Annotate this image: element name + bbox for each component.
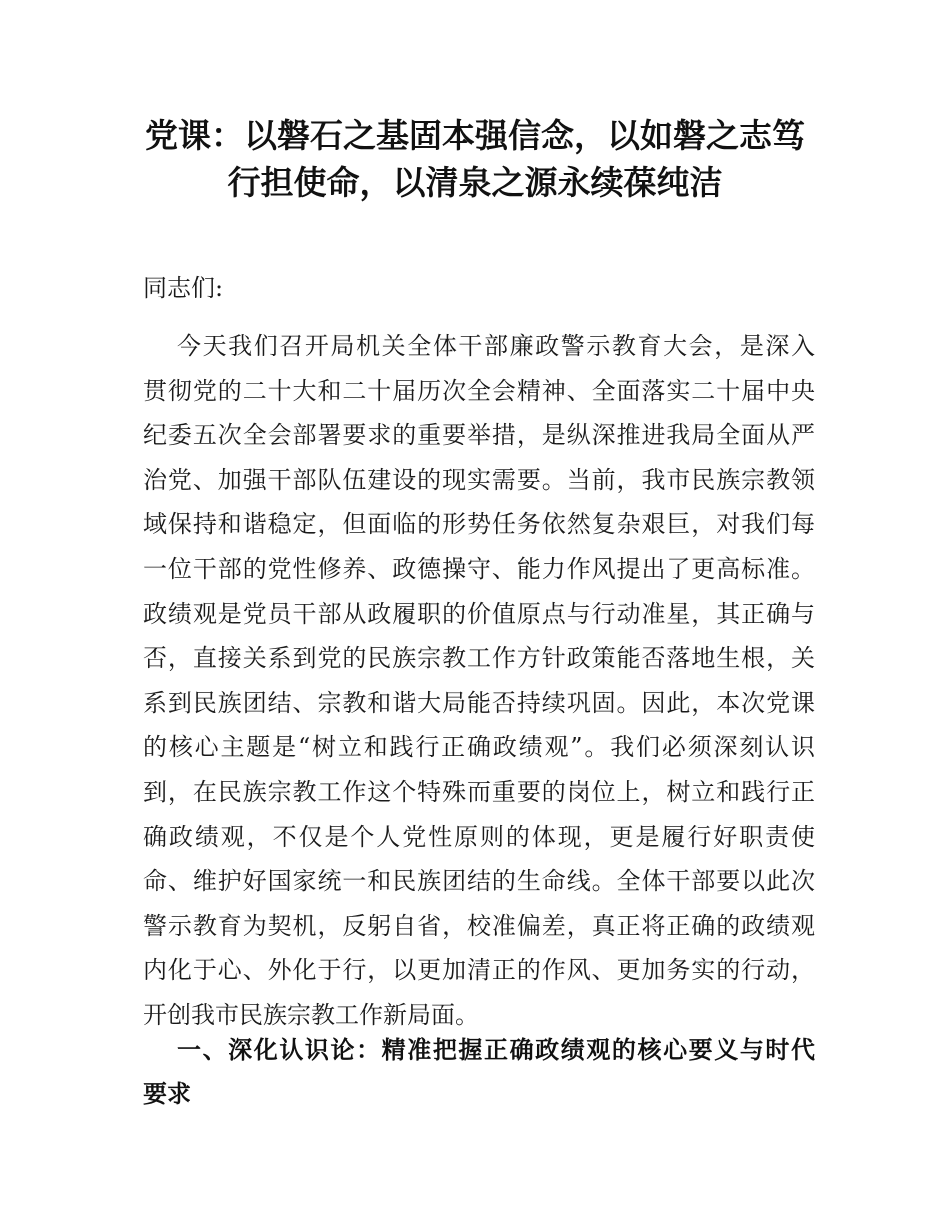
title-line: 党课：以磐石之基固本强信念，以如磐之志笃 [145,116,805,155]
paragraph-line: 到，在民族宗教工作这个特殊而重要的岗位上，树立和践行正 [143,777,815,806]
paragraph-line: 警示教育为契机，反躬自省，校准偏差，真正将正确的政绩观 [143,911,815,940]
document-title [120,112,830,206]
paragraph-line: 否，直接关系到党的民族宗教工作方针政策能否落地生根，关 [143,644,815,673]
paragraph-line: 治党、加强干部队伍建设的现实需要。当前，我市民族宗教领 [143,465,815,494]
heading-line: 一、深化认识论：精准把握正确政绩观的核心要义与时代 [177,1036,815,1064]
paragraph-line: 今天我们召开局机关全体干部廉政警示教育大会，是深入 [177,332,815,360]
paragraph-line: 系到民族团结、宗教和谐大局能否持续巩固。因此，本次党课 [143,688,815,717]
paragraph-line: 贯彻党的二十大和二十届历次全会精神、全面落实二十届中央 [143,376,815,405]
heading-line: 要求 [143,1080,191,1108]
paragraph-line: 内化于心、外化于行，以更加清正的作风、更加务实的行动， [143,956,815,985]
paragraph-line: 的核心主题是“树立和践行正确政绩观”。我们必须深刻认识 [143,733,815,762]
paragraph-line: 开创我市民族宗教工作新局面。 [143,1000,479,1029]
salutation: 同志们: [143,274,224,302]
paragraph-line: 政绩观是党员干部从政履职的价值原点与行动准星，其正确与 [143,599,815,628]
section-heading [143,1028,815,1116]
paragraph-line: 一位干部的党性修养、政德操守、能力作风提出了更高标准。 [143,554,815,583]
paragraph-line: 纪委五次全会部署要求的重要举措，是纵深推进我局全面从严 [143,421,815,450]
paragraph-line: 确政绩观，不仅是个人党性原则的体现，更是履行好职责使 [143,822,815,851]
paragraph-line: 域保持和谐稳定，但面临的形势任务依然复杂艰巨，对我们每 [143,510,815,539]
title-line: 行担使命，以清泉之源永续葆纯洁 [227,163,723,202]
body-paragraph [143,324,815,1038]
paragraph-line: 命、维护好国家统一和民族团结的生命线。全体干部要以此次 [143,867,815,896]
